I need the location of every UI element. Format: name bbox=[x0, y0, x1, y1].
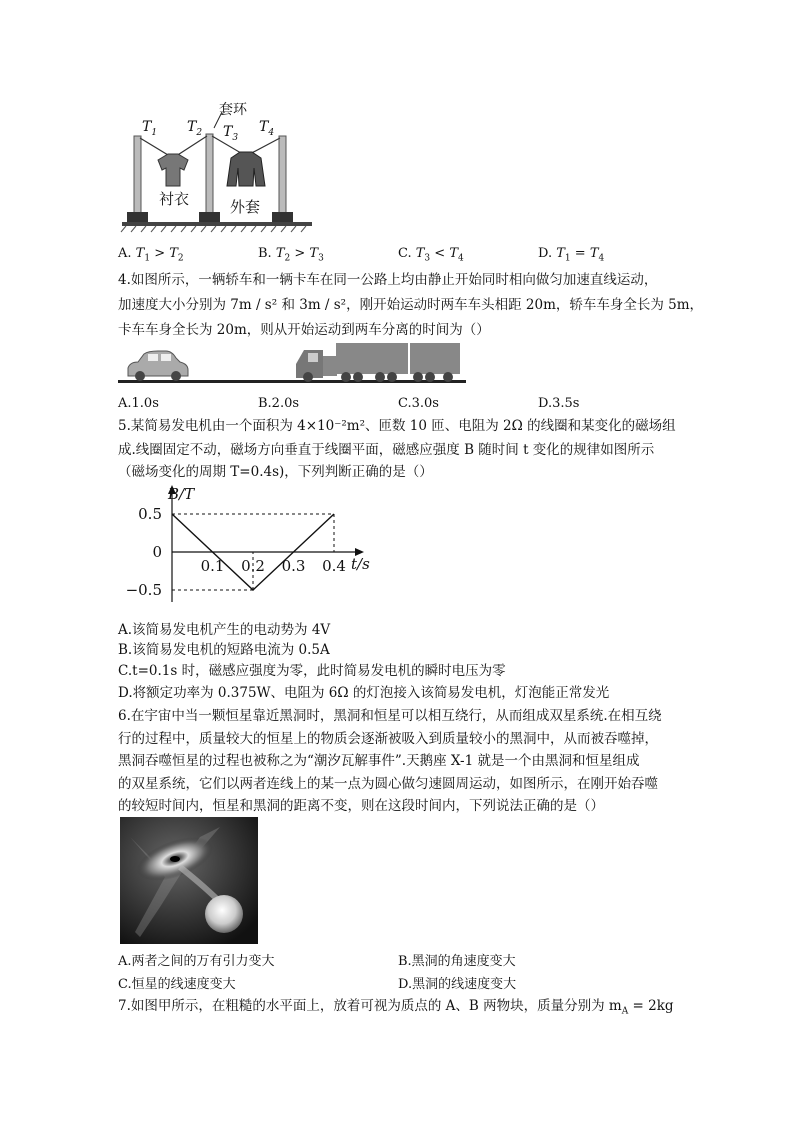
x-tick-label: 0.4 bbox=[322, 557, 346, 575]
q6-stem-line-5: 的较短时间内，恒星和黑洞的距离不变，则在这段时间内，下列说法正确的是（） bbox=[118, 798, 604, 814]
x-tick-label: 0.3 bbox=[281, 557, 306, 575]
q3-option-a[interactable]: A. $T_1 > T_2$ bbox=[118, 246, 184, 264]
q3-option-b[interactable]: B. $T_2 > T_3$ bbox=[258, 246, 324, 264]
q4-stem-line-1: 4.如图所示，一辆轿车和一辆卡车在同一公路上均由静止开始同时相向做匀加速直线运动， bbox=[118, 272, 658, 288]
label-shirt: 衬衣 bbox=[159, 190, 190, 208]
b-t-chart bbox=[120, 482, 380, 610]
q4-option-b[interactable]: B.2.0s bbox=[258, 396, 300, 411]
q3-option-d[interactable]: D. $T_1 = T_4$ bbox=[538, 246, 605, 264]
y-tick-label: 0 bbox=[152, 543, 162, 561]
q4-option-a[interactable]: A.1.0s bbox=[118, 396, 159, 411]
q6-option-a[interactable]: A.两者之间的万有引力变大 bbox=[118, 954, 275, 969]
q6-option-b[interactable]: B.黑洞的角速度变大 bbox=[398, 954, 516, 969]
y-tick-label: −0.5 bbox=[125, 581, 162, 599]
label-t3: $T_3$ bbox=[223, 124, 239, 143]
q6-stem-line-2: 行的过程中，质量较大的恒星上的物质会逐渐被吸入到质量较小的黑洞中，从而被吞噬掉， bbox=[118, 731, 658, 747]
q6-stem-line-4: 的双星系统，它们以两者连线上的某一点为圆心做匀速圆周运动，如图所示，在刚开始吞噬 bbox=[118, 776, 658, 792]
x-tick-label: 0.2 bbox=[241, 557, 265, 575]
q4-stem-line-2: 加速度大小分别为 7m / s² 和 3m / s²，刚开始运动时两车车头相距 20m，轿车车身全长为 5m， bbox=[118, 297, 704, 313]
black-hole-image bbox=[120, 817, 258, 944]
x-tick-label: 0.1 bbox=[200, 557, 225, 575]
q6-option-c[interactable]: C.恒星的线速度变大 bbox=[118, 977, 236, 992]
q7-stem-line-1: 7.如图甲所示，在粗糙的水平面上，放着可视为质点的 A、B 两物块，质量分别为 $m_A = 2kg$ bbox=[118, 998, 674, 1017]
q6-stem-line-3: 黑洞吞噬恒星的过程也被称之为“潮汐瓦解事件”.天鹅座 X-1 就是一个由黑洞和恒星组成 bbox=[118, 753, 640, 769]
chart-xlabel: t/s bbox=[351, 555, 370, 573]
label-coat: 外套 bbox=[230, 198, 261, 216]
chart-ylabel: B/T bbox=[168, 485, 195, 503]
label-t1: $T_1$ bbox=[142, 119, 158, 138]
q4-stem-line-3: 卡车车身全长为 20m，则从开始运动到两车分离的时间为（） bbox=[118, 322, 490, 338]
q5-stem-line-3: （磁场变化的周期 T=0.4s)，下列判断正确的是（） bbox=[118, 464, 433, 480]
q4-option-c[interactable]: C.3.0s bbox=[398, 396, 439, 411]
q5-stem-line-1: 5.某简易发电机由一个面积为 4×10⁻²m²、匝数 10 匝、电阻为 2Ω 的线圈和某变化的磁场组 bbox=[118, 418, 676, 434]
label-t4: $T_4$ bbox=[259, 119, 275, 138]
q5-option-a[interactable]: A.该简易发电机产生的电动势为 4V bbox=[118, 622, 331, 638]
q5-stem-line-2: 成.线圈固定不动，磁场方向垂直于线圈平面，磁感应强度 B 随时间 t 变化的规律如图所示 bbox=[118, 442, 655, 458]
label-t2: $T_2$ bbox=[187, 119, 203, 138]
q4-option-d[interactable]: D.3.5s bbox=[538, 396, 580, 411]
label-ring: 套环 bbox=[219, 102, 247, 118]
q6-option-d[interactable]: D.黑洞的线速度变大 bbox=[398, 977, 517, 992]
q5-option-d[interactable]: D.将额定功率为 0.375W、电阻为 6Ω 的灯泡接入该简易发电机，灯泡能正常发光 bbox=[118, 685, 610, 701]
q5-option-b[interactable]: B.该简易发电机的短路电流为 0.5A bbox=[118, 642, 330, 658]
q6-stem-line-1: 6.在宇宙中当一颗恒星靠近黑洞时，黑洞和恒星可以相互绕行，从而组成双星系统.在相互绕 bbox=[118, 708, 662, 724]
q3-option-c[interactable]: C. $T_3 < T_4$ bbox=[398, 246, 464, 264]
y-tick-label: 0.5 bbox=[138, 505, 162, 523]
q5-option-c[interactable]: C.t=0.1s 时，磁感应强度为零，此时简易发电机的瞬时电压为零 bbox=[118, 663, 506, 679]
car-truck-figure bbox=[118, 338, 466, 386]
